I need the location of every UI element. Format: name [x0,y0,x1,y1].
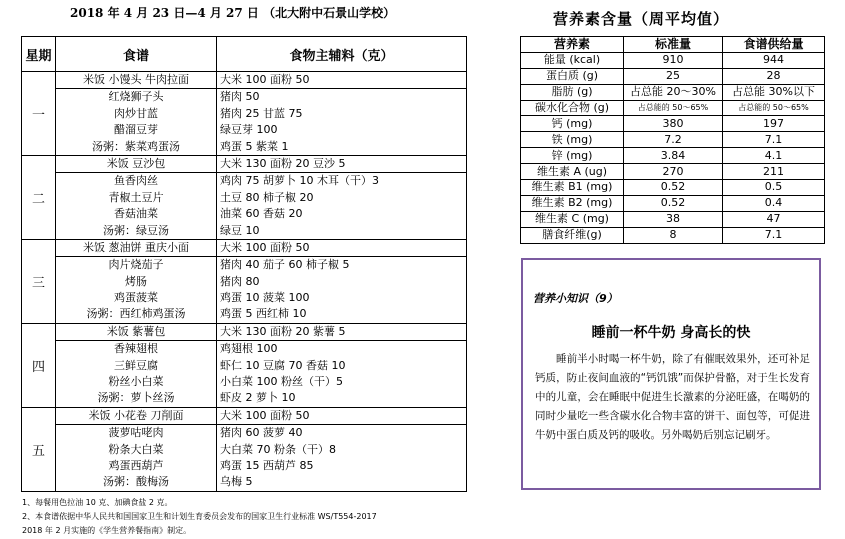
standard-value: 25 [624,68,723,84]
standard-value: 910 [624,52,723,68]
ingredient-item: 虾皮 2 萝卜 10 [220,391,296,405]
dish-cell [56,323,217,407]
dish-item: 鸡蛋西葫芦 [108,458,164,472]
dish-item: 烤肠 [125,274,147,288]
footnotes [22,496,472,538]
ingredient-item: 猪肉 80 [220,274,260,288]
ingredient-item: 土豆 80 柿子椒 20 [220,190,314,204]
nutrient-name: 碳水化合物 (g) [521,100,624,116]
ingredient-item: 大白菜 70 粉条（干）8 [220,442,336,456]
standard-value: 380 [624,116,723,132]
ingredient-item: 大米 130 面粉 20 豆沙 5 [217,156,466,173]
ingredient-item: 猪肉 25 甘蓝 75 [220,106,303,120]
nutrient-name: 钙 (mg) [521,116,624,132]
dish-item: 三鲜豆腐 [114,358,158,372]
nutrient-name: 蛋白质 (g) [521,68,624,84]
standard-value: 0.52 [624,180,723,196]
standard-value: 8 [624,227,723,243]
dish-item: 肉炒甘蓝 [114,106,158,120]
ingredient-item: 大米 100 面粉 50 [217,240,466,257]
nutrition-row [521,84,825,100]
dish-item: 米饭 豆沙包 [56,156,216,173]
supply-value: 占总能的 50～65% [723,100,825,116]
weekly-menu-table [21,36,467,492]
supply-value: 0.4 [723,195,825,211]
dish-item: 米饭 葱油饼 重庆小面 [56,240,216,257]
dish-item: 菠萝咕咾肉 [108,426,164,440]
nutrient-name: 维生素 B2 (mg) [521,195,624,211]
ingredient-item: 鸡蛋 5 西红柿 10 [220,307,307,321]
menu-day-row [22,239,467,323]
dish-item: 粉条大白菜 [108,442,164,456]
weekday-cell: 五 [22,407,56,491]
nutrient-name: 维生素 C (mg) [521,211,624,227]
footnote-line: 2、本食谱依据中华人民共和国国家卫生和计划生育委员会发布的国家卫生行业标准 WS/T554-2017 [22,512,377,521]
ingredient-cell [217,72,467,156]
nutrition-row [521,211,825,227]
ingredient-item: 猪肉 60 菠萝 40 [220,426,303,440]
dish-item: 醋溜豆芽 [114,123,158,137]
weekday-cell: 四 [22,323,56,407]
footnote-line: 1、每餐用色拉油 10 克、加碘食盐 2 克。 [22,498,173,507]
menu-day-row [22,155,467,239]
ingredient-item: 鸡蛋 10 菠菜 100 [220,291,310,305]
nutrient-name: 铁 (mg) [521,132,624,148]
dish-item: 汤粥：西红柿鸡蛋汤 [86,307,186,321]
supply-value: 7.1 [723,227,825,243]
nutrition-header-row [521,37,825,53]
menu-day-row [22,407,467,491]
header-ingredient: 食物主辅料（克） [217,37,467,72]
dish-cell [56,239,217,323]
ingredient-item: 大米 100 面粉 50 [217,72,466,89]
dish-item: 汤粥：紫菜鸡蛋汤 [92,139,180,153]
ingredient-item: 鸡翅根 100 [220,342,278,356]
dish-item: 汤粥：萝卜丝汤 [97,391,175,405]
nutrition-header-supply: 食谱供给量 [723,37,825,53]
nutrient-name: 维生素 B1 (mg) [521,180,624,196]
nutrition-row [521,164,825,180]
standard-value: 3.84 [624,148,723,164]
nutrition-table [520,36,825,244]
nutrition-tip-box [521,258,821,490]
standard-value: 270 [624,164,723,180]
dish-item: 肉片烧茄子 [108,258,164,272]
dish-item: 粉丝小白菜 [108,375,164,389]
standard-value: 占总能的 50～65% [624,100,723,116]
dish-item: 鸡蛋菠菜 [114,291,158,305]
supply-value: 197 [723,116,825,132]
tip-body: 睡前半小时喝一杯牛奶，除了有催眠效果外，还可补足钙质，防止夜间血液的“钙饥饿”而保护骨骼，对于生长发育中的儿童，会在睡眠中促进生长激素的分泌旺盛，在喝奶的同时少量吃一些含碳水化合物丰富的饼干、面包等，可促进牛奶中蛋白质及钙的吸收。另外喝奶后别忘记刷牙。 [535,353,810,441]
supply-value: 47 [723,211,825,227]
tip-label: 营养小知识（9） [533,292,618,305]
ingredient-cell [217,155,467,239]
ingredient-item: 鸡肉 75 胡萝卜 10 木耳（干）3 [220,174,379,188]
dish-item: 青椒土豆片 [108,190,164,204]
supply-value: 28 [723,68,825,84]
ingredient-item: 大米 100 面粉 50 [217,408,466,425]
ingredient-item: 大米 130 面粉 20 紫薯 5 [217,324,466,341]
ingredient-item: 油菜 60 香菇 20 [220,207,303,221]
dish-item: 米饭 紫薯包 [56,324,216,341]
menu-date-title: 2018 年 4 月 23 日—4 月 27 日 （北大附中石景山学校） [70,6,396,20]
ingredient-cell [217,407,467,491]
dish-item: 汤粥：酸梅汤 [103,475,169,489]
nutrition-row [521,195,825,211]
dish-item: 米饭 小馒头 牛肉拉面 [56,72,216,89]
nutrition-header-nutrient: 营养素 [521,37,624,53]
footnote-line: 2018 年 2 月实施的《学生营养餐指南》制定。 [22,526,192,535]
nutrient-name: 脂肪 (g) [521,84,624,100]
ingredient-item: 乌梅 5 [220,475,253,489]
dish-cell [56,72,217,156]
nutrition-row [521,52,825,68]
ingredient-item: 鸡蛋 15 西葫芦 85 [220,458,314,472]
supply-value: 7.1 [723,132,825,148]
ingredient-cell [217,239,467,323]
dish-item: 鱼香肉丝 [114,174,158,188]
nutrition-row [521,68,825,84]
standard-value: 38 [624,211,723,227]
nutrient-name: 锌 (mg) [521,148,624,164]
nutrition-title: 营养素含量（周平均值） [553,10,730,28]
nutrition-row [521,227,825,243]
nutrition-row [521,180,825,196]
header-dish: 食谱 [56,37,217,72]
nutrient-name: 膳食纤维(g) [521,227,624,243]
ingredient-cell [217,323,467,407]
nutrition-row [521,132,825,148]
standard-value: 占总能 20～30% [624,84,723,100]
dish-item: 汤粥：绿豆汤 [103,223,169,237]
dish-cell [56,407,217,491]
menu-day-row [22,72,467,156]
ingredient-item: 绿豆 10 [220,223,260,237]
nutrition-row [521,100,825,116]
standard-value: 7.2 [624,132,723,148]
dish-item: 香菇油菜 [114,207,158,221]
ingredient-item: 绿豆芽 100 [220,123,278,137]
dish-item: 米饭 小花卷 刀削面 [56,408,216,425]
ingredient-item: 猪肉 50 [220,90,260,104]
menu-header-row [22,37,467,72]
nutrient-name: 维生素 A (ug) [521,164,624,180]
supply-value: 211 [723,164,825,180]
supply-value: 0.5 [723,180,825,196]
supply-value: 944 [723,52,825,68]
weekday-cell: 二 [22,155,56,239]
ingredient-item: 虾仁 10 豆腐 70 香菇 10 [220,358,346,372]
supply-value: 4.1 [723,148,825,164]
tip-title: 睡前一杯牛奶 身高长的快 [591,325,751,341]
standard-value: 0.52 [624,195,723,211]
dish-cell [56,155,217,239]
dish-item: 香辣翅根 [114,342,158,356]
ingredient-item: 猪肉 40 茄子 60 柿子椒 5 [220,258,350,272]
dish-item: 红烧狮子头 [108,90,164,104]
ingredient-item: 鸡蛋 5 紫菜 1 [220,139,289,153]
header-day: 星期 [22,37,56,72]
nutrition-row [521,148,825,164]
weekday-cell: 一 [22,72,56,156]
menu-day-row [22,323,467,407]
nutrition-row [521,116,825,132]
ingredient-item: 小白菜 100 粉丝（干）5 [220,375,343,389]
weekday-cell: 三 [22,239,56,323]
supply-value: 占总能 30%以下 [723,84,825,100]
nutrition-header-standard: 标准量 [624,37,723,53]
nutrient-name: 能量 (kcal) [521,52,624,68]
